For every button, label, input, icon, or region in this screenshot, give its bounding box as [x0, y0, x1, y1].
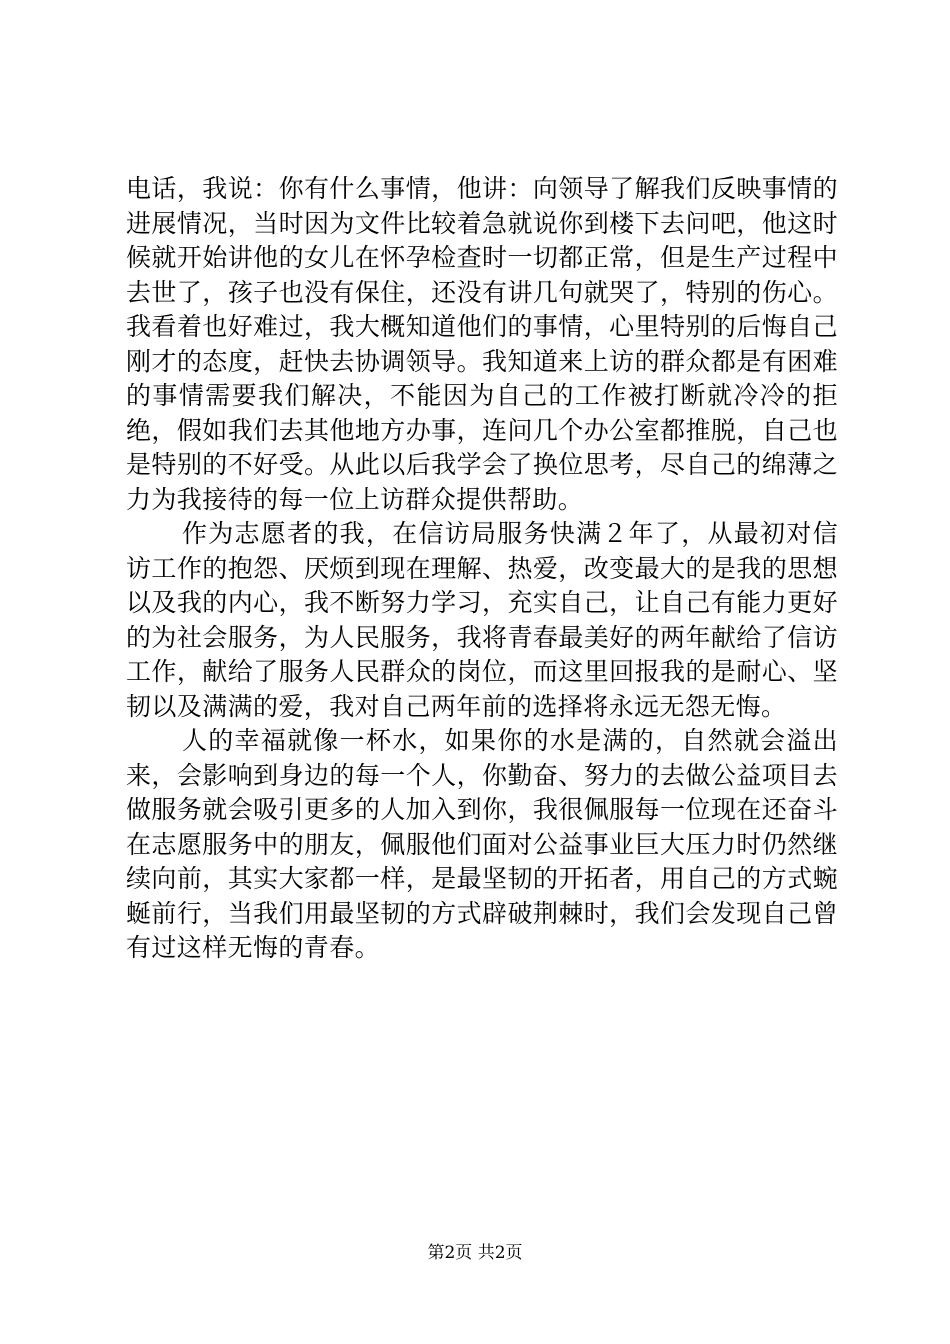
page-footer: 第2页 共2页 [427, 1243, 523, 1263]
body-text [126, 172, 838, 966]
paragraph-happiness: 人的幸福就像一杯水，如果你的水是满的，自然就会溢出来，会影响到身边的每一个人，你勤奋、努力的去做公益项目去做服务就会吸引更多的人加入到你，我很佩服每一位现在还奋斗在志愿服务中的朋友，佩服他们面对公益事业巨大压力时仍然继续向前，其实大家都一样，是最坚韧的开拓者，用自己的方式蜿蜒前行，当我们用最坚韧的方式辟破荆棘时，我们会发现自己曾有过这样无悔的青春。 [126, 726, 838, 962]
paragraph-volunteer-service: 作为志愿者的我，在信访局服务快满２年了，从最初对信访工作的抱怨、厌烦到现在理解、热爱，改变最大的是我的思想以及我的内心，我不断努力学习，充实自己，让自己有能力更好的为社会服务，为人民服务，我将青春最美好的两年献给了信访工作，献给了服务人民群众的岗位，而这里回报我的是耐心、坚韧以及满满的爱，我对自己两年前的选择将永远无怨无悔。 [126, 519, 838, 721]
paragraph-continuation: 电话，我说：你有什么事情，他讲：向领导了解我们反映事情的进展情况，当时因为文件比较着急就说你到楼下去问吧，他这时候就开始讲他的女儿在怀孕检查时一切都正常，但是生产过程中去世了，孩子也没有保住，还没有讲几句就哭了，特别的伤心。我看着也好难过，我大概知道他们的事情，心里特别的后悔自己刚才的态度，赶快去协调领导。我知道来上访的群众都是有困难的事情需要我们解决，不能因为自己的工作被打断就冷冷的拒绝，假如我们去其他地方办事，连问几个办公室都推脱，自己也是特别的不好受。从此以后我学会了换位思考，尽自己的绵薄之力为我接待的每一位上访群众提供帮助。 [126, 174, 838, 514]
